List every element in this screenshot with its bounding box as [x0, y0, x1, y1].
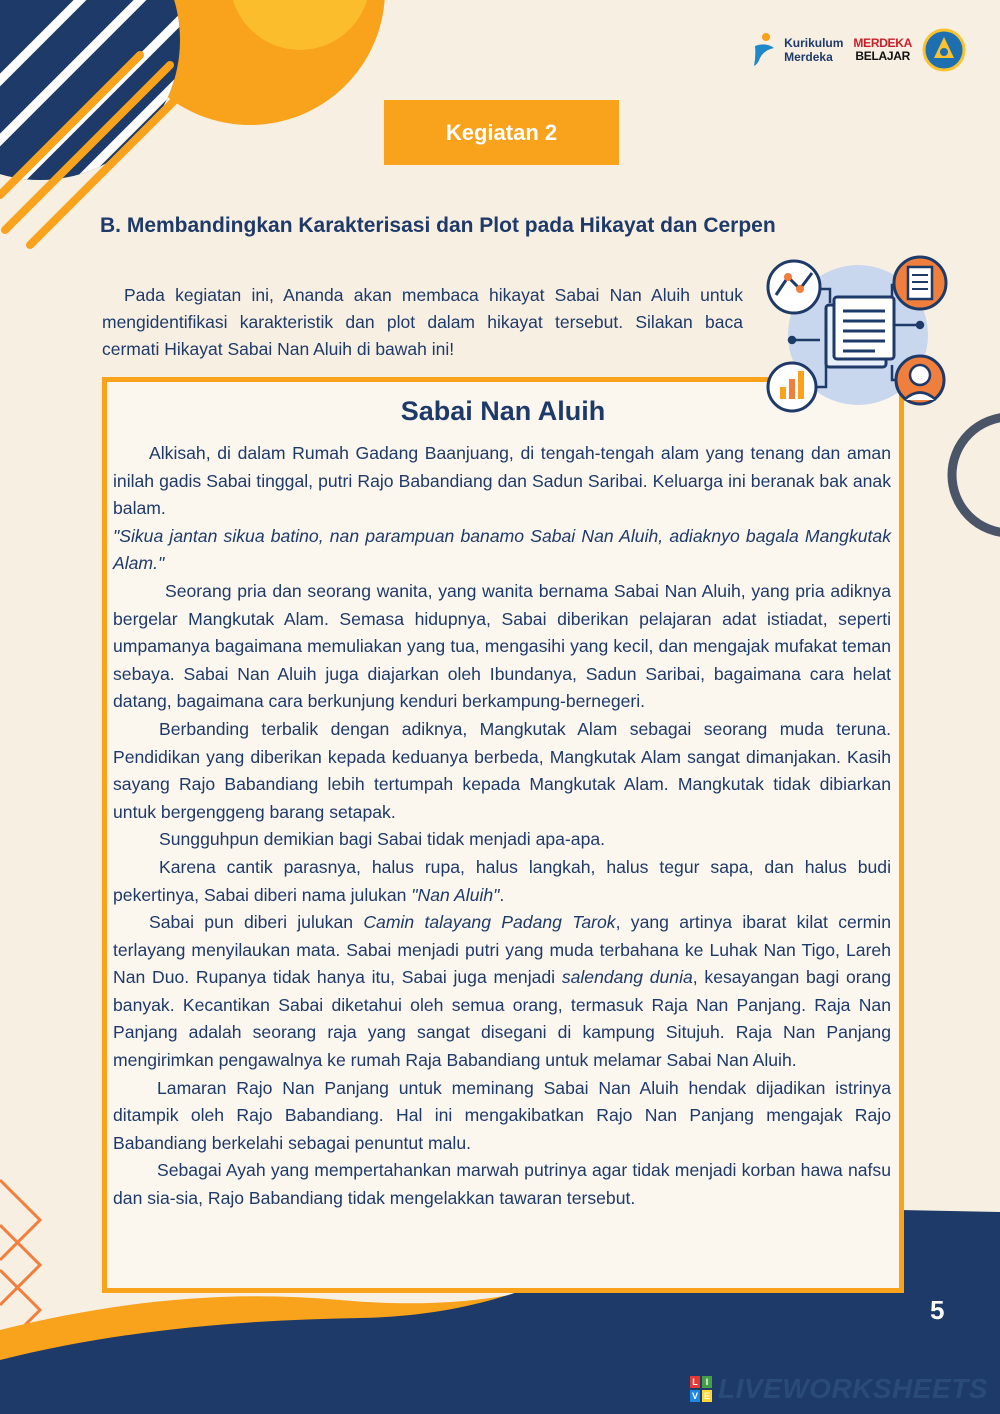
story-paragraph-6-text-c: . — [499, 884, 505, 905]
story-paragraph-4 — [113, 716, 891, 826]
story-paragraph-7-text-c: , yang artinya ibarat kilat cermin terlayang menyilaukan mata. Sabai menjadi putri yang muda terbahana ke Luhak Nan Tigo, Lareh Nan Duo. Rupanya tidak hanya itu, Sabai juga menjadi — [113, 912, 891, 988]
story-title: Sabai Nan Aluih — [400, 396, 606, 426]
section-title: B. Membandingkan Karakterisasi dan Plot pada Hikayat dan Cerpen — [100, 214, 776, 237]
story-paragraph-7-italic-2: salendang dunia — [561, 967, 693, 988]
page-number: 5 — [930, 1295, 945, 1325]
story-paragraph-5 — [113, 826, 891, 854]
liveworksheets-logo-icon — [690, 1376, 712, 1402]
intro-text: Pada kegiatan ini, Ananda akan membaca hikayat Sabai Nan Aluih untuk mengidentifikasi karakteristik dan plot dalam hikayat tersebut. Silakan baca cermati Hikayat Sabai Nan Aluih di bawah ini! — [102, 285, 743, 359]
story-paragraph-7-text-a: Sabai pun diberi julukan — [149, 912, 364, 933]
story-box — [102, 377, 904, 1293]
story-body — [113, 440, 891, 1213]
story-paragraph-5-text: Sungguhpun demikian bagi Sabai tidak menjadi apa-apa. — [159, 829, 606, 850]
kurikulum-text: Kurikulum — [784, 36, 844, 50]
top-left-navy-circle — [0, 0, 180, 180]
document-network-illustration — [760, 255, 950, 415]
story-paragraph-6-text-a: Karena cantik parasnya, halus rupa, halus langkah, halus tegur sapa, dan halus budi pekertinya, Sabai diberi nama julukan — [113, 856, 891, 905]
story-paragraph-7-italic-1: Camin talayang Padang Tarok — [363, 912, 616, 933]
tut-wuri-handayani-icon — [922, 28, 966, 72]
logo-letter-l: L — [692, 1377, 698, 1387]
story-paragraph-1-text: Alkisah, di dalam Rumah Gadang Baanjuang, di tengah-tengah alam yang tenang dan aman inilah gadis Sabai tinggal, putri Rajo Babandiang dan Sadun Saribai. Keluarga ini beranak bak anak balam. — [113, 443, 891, 519]
story-paragraph-2 — [113, 523, 891, 578]
story-paragraph-8-text: Lamaran Rajo Nan Panjang untuk meminang Sabai Nan Aluih hendak dijadikan istrinya ditampik oleh Rajo Babandiang. Hal ini mengakibatkan Rajo Nan Panjang mengajak Rajo Babandiang berkelahi sebagai penuntut malu. — [113, 1077, 891, 1153]
liveworksheets-watermark — [690, 1373, 988, 1405]
liveworksheets-text: LIVEWORKSHEETS — [718, 1373, 988, 1404]
story-paragraph-9-text: Sebagai Ayah yang mempertahankan marwah putrinya agar tidak menjadi korban hawa nafsu dan sia-sia, Rajo Babandiang tidak mengelakkan tawaran tersebut. — [113, 1160, 891, 1209]
kurikulum-merdeka-logo — [752, 32, 843, 68]
header-logos — [752, 26, 966, 74]
story-paragraph-7-text-e: , kesayangan bagi orang banyak. Kecantikan Sabai diketahui oleh semua orang, termasuk Raja Nan Panjang. Raja Nan Panjang adalah seorang raja yang sangat disegani di kampung Situjuh. Raja Nan Panjang mengirimkan pengawalnya ke rumah Raja Babandiang untuk melamar Sabai Nan Aluih. — [113, 967, 891, 1071]
story-paragraph-6 — [113, 854, 891, 909]
merdeka-belajar-line2: BELAJAR — [855, 49, 910, 63]
story-paragraph-3-text: Seorang pria dan seorang wanita, yang wanita bernama Sabai Nan Aluih, yang pria adiknya bergelar Mangkutak Alam. Semasa hidupnya, Sabai diberikan pelajaran adat istiadat, seperti umpamanya bagaimana memuliakan yang tua, mengasihi yang kecil, dan mengajak mufakat teman sebaya. Sabai Nan Aluih juga diajarkan oleh Ibundanya, Sadun Saribai, bagaimana cara helat datang, bagaimana cara berkunjung kenduri berkampung-bernegeri. — [113, 580, 891, 712]
intro-paragraph — [102, 282, 743, 363]
story-paragraph-3 — [113, 578, 891, 716]
logo-letter-e: E — [703, 1391, 711, 1401]
merdeka-belajar-logo — [853, 37, 912, 63]
story-paragraph-4-text: Berbanding terbalik dengan adiknya, Mangkutak Alam sebagai seorang muda teruna. Pendidikan yang diberikan kepada keduanya berbeda, Mangkutak Alam sangat dimanjakan. Kasih sayang Rajo Babandiang lebih tertumpah kepada Mangkutak Alam. Mangkutak tidak dibiarkan untuk bergenggeng barang setapak. — [113, 718, 891, 822]
logo-letter-v: V — [691, 1391, 699, 1401]
story-paragraph-2-text: "Sikua jantan sikua batino, nan parampuan banamo Sabai Nan Aluih, adiaknyo bagala Mangkutak Alam." — [113, 525, 891, 574]
story-paragraph-6-italic: "Nan Aluih" — [411, 884, 500, 905]
merdeka-belajar-line1: MERDEKA — [853, 36, 912, 50]
story-paragraph-1 — [113, 440, 891, 523]
kegiatan-banner: Kegiatan 2 — [384, 100, 619, 165]
logo-letter-i: I — [705, 1377, 709, 1387]
kurikulum-merdeka-icon — [752, 32, 778, 68]
story-paragraph-8 — [113, 1075, 891, 1158]
story-paragraph-9 — [113, 1157, 891, 1212]
story-paragraph-7 — [113, 909, 891, 1075]
right-ring — [952, 417, 1000, 533]
merdeka-text: Merdeka — [784, 50, 833, 64]
